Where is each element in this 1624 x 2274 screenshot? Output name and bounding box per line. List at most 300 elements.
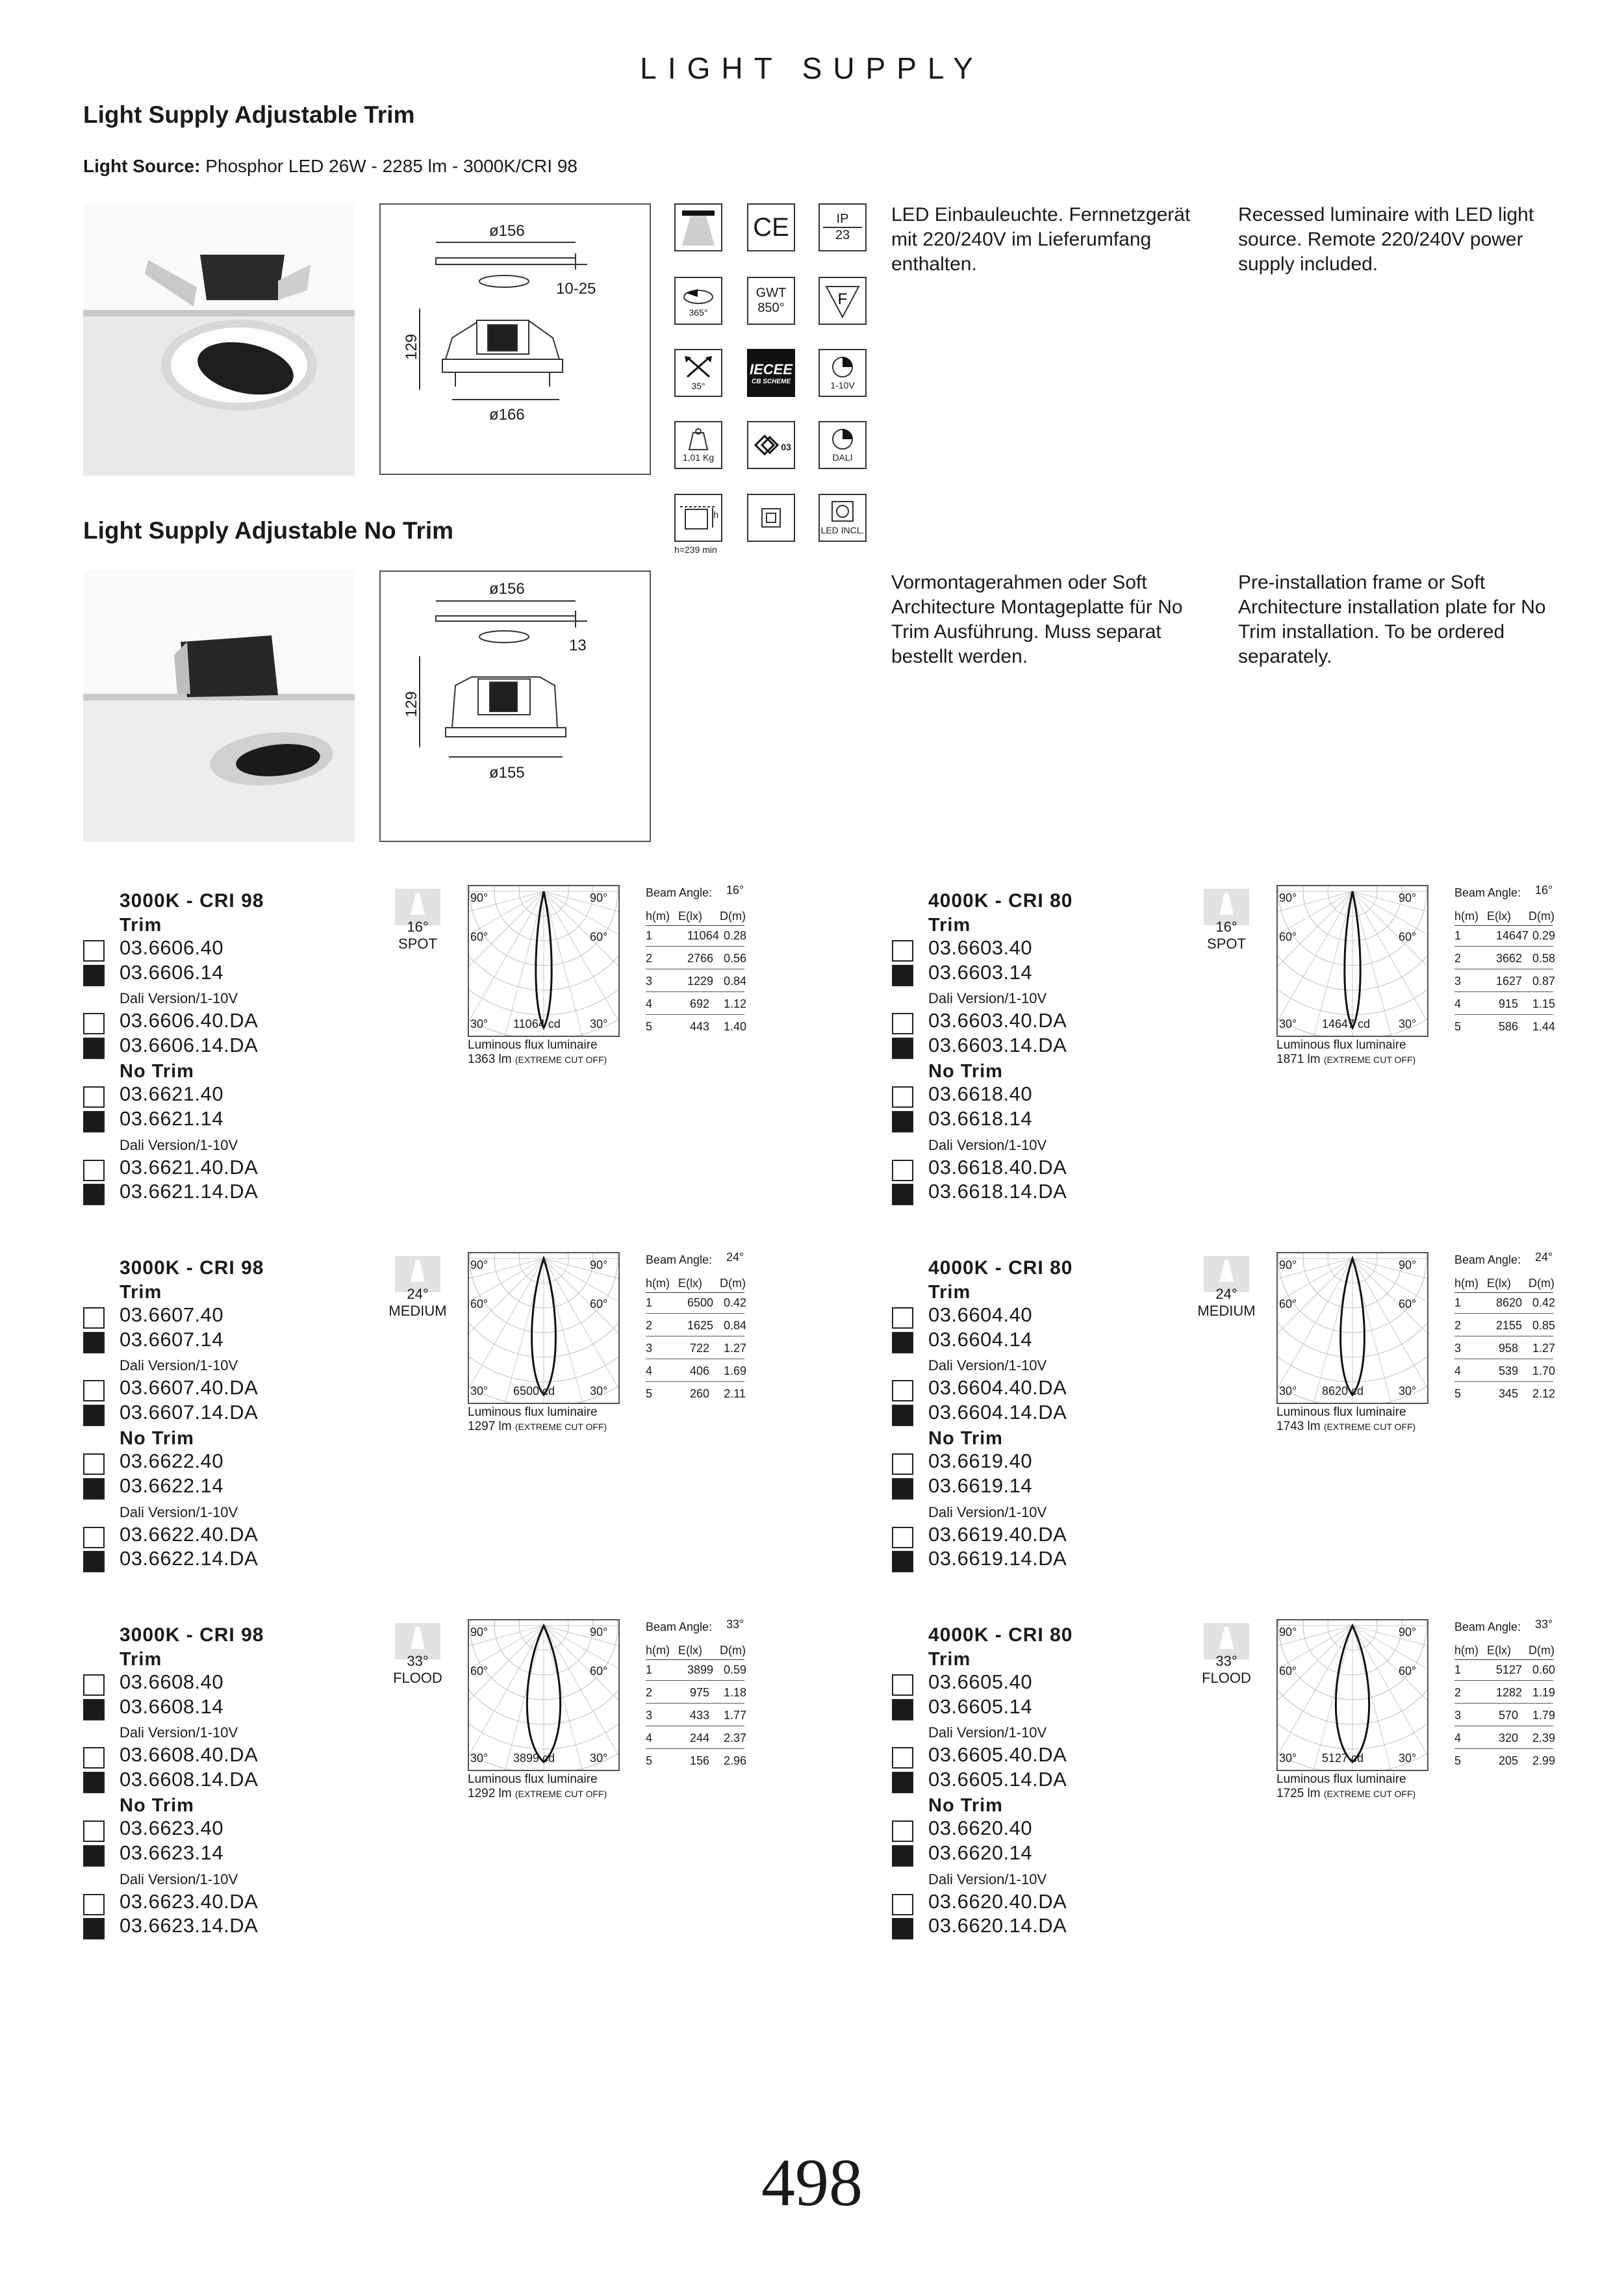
dali-version-label: Dali Version/1-10V [120,1504,238,1520]
polar-diagram [1276,1252,1428,1404]
table-cell: 433 [689,1709,709,1722]
table-cell: 5127 [1496,1663,1523,1676]
polar-angle-label: 90° [470,1258,488,1271]
table-rule [1454,1292,1553,1293]
flux-value-row [468,1787,607,1801]
rotation-value: 365° [689,307,708,318]
polar-grid-spoke [490,1258,544,1403]
polar-angle-label: 30° [1279,1752,1297,1765]
dali-icon [818,421,867,469]
rotation-icon [674,277,722,325]
polar-angle-label: 60° [1279,1297,1297,1310]
white-finish-swatch [83,1674,105,1696]
polar-angle-label: 30° [470,1017,488,1030]
notrim-product-photo [83,570,355,842]
trim-top-diameter: ø156 [489,222,525,240]
table-cell: 3 [1454,1342,1462,1355]
beam-type-label: FLOOD [1202,1670,1251,1686]
table-cell: 2.39 [1532,1731,1556,1744]
table-cell: 1 [1454,929,1462,942]
polar-angle-label: 90° [470,1626,488,1639]
dali-version-label: Dali Version/1-10V [120,990,238,1006]
table-cell: 0.84 [724,975,747,988]
downlight-icon [674,203,722,251]
white-finish-swatch [892,1453,913,1475]
black-finish-swatch [83,1918,105,1939]
table-rule [646,1381,744,1382]
product-code: 03.6605.14.DA [928,1768,1067,1791]
notrim-label: No Trim [928,1061,1003,1082]
black-finish-swatch [892,1478,913,1500]
table-cell: 3 [1454,975,1462,988]
table-cell: 1 [646,1663,653,1676]
polar-diagram [468,1619,620,1771]
product-code: 03.6607.14.DA [120,1401,259,1424]
weight-value: 1,01 Kg [682,452,715,463]
flux-value-row [468,1420,607,1434]
beam-type-label: MEDIUM [1197,1303,1256,1319]
dali-version-label: Dali Version/1-10V [120,1724,238,1741]
polar-diagram-svg [1278,1253,1427,1403]
table-cell: 1.44 [1532,1020,1556,1033]
table-header: D(m) [1529,1277,1554,1290]
table-header: E(lx) [1487,1644,1511,1657]
product-code: 03.6607.40.DA [120,1376,259,1399]
page-title: LIGHT SUPPLY [640,51,984,85]
cutoff-label: (EXTREME CUT OFF) [514,1054,607,1065]
black-finish-swatch [892,1699,913,1720]
glow-wire-icon [747,277,795,325]
product-code: 03.6603.14.DA [928,1034,1067,1056]
table-cell: 0.56 [724,952,747,965]
dali-version-label: Dali Version/1-10V [928,1137,1047,1153]
polar-angle-label: 90° [1399,1258,1417,1271]
white-finish-swatch [892,1380,913,1401]
peak-intensity-label: 14647 cd [1322,1017,1371,1030]
table-cell: 0.60 [1532,1663,1556,1676]
table-rule [1454,925,1553,926]
table-cell: 2.96 [724,1754,747,1767]
notrim-description-de: Vormontagerahmen oder Soft Architecture Montageplatte für No Trim Ausführung. Muss separat bestellt werden. [891,572,1183,667]
polar-angle-label: 60° [470,930,488,943]
table-cell: 539 [1498,1364,1518,1377]
table-cell: 0.28 [724,929,747,942]
product-code: 03.6607.14 [120,1328,224,1351]
table-cell: 406 [689,1364,709,1377]
white-finish-swatch [83,1380,105,1401]
polar-angle-label: 30° [590,1017,608,1030]
table-cell: 0.59 [724,1663,747,1676]
table-cell: 3 [646,1342,653,1355]
polar-angle-label: 30° [1399,1385,1417,1398]
table-rule [646,1292,744,1293]
black-finish-swatch [83,1332,105,1353]
notrim-label: No Trim [928,1795,1003,1816]
product-code: 03.6608.40.DA [120,1743,259,1766]
flux-value: 1297 lm [468,1420,512,1433]
table-header: D(m) [1529,1644,1554,1657]
polar-diagram [1276,1619,1428,1771]
table-cell: 0.29 [1532,929,1556,942]
cutoff-label: (EXTREME CUT OFF) [514,1422,607,1432]
table-cell: 1.15 [1532,997,1556,1010]
product-code: 03.6621.40.DA [120,1156,259,1179]
product-code: 03.6618.14.DA [928,1180,1067,1203]
table-cell: 345 [1498,1387,1518,1400]
table-cell: 5 [646,1754,653,1767]
product-code: 03.6618.40 [928,1082,1033,1105]
table-rule [646,925,744,926]
table-rule [1454,991,1553,992]
table-cell: 3 [1454,1709,1462,1722]
product-code: 03.6605.14 [928,1695,1033,1718]
table-cell: 4 [646,1364,653,1377]
peak-intensity-label: 11064 cd [513,1017,561,1030]
table-cell: 1 [646,929,653,942]
table-cell: 3899 [687,1663,714,1676]
polar-angle-label: 90° [1399,891,1417,904]
trim-depth: 10-25 [556,280,596,298]
table-cell: 722 [689,1342,709,1355]
polar-angle-label: 90° [1279,1258,1297,1271]
beam-type-label: MEDIUM [388,1303,447,1319]
trim-label: Trim [928,1282,971,1303]
table-cell: 260 [689,1387,709,1400]
notrim-height: 129 [403,691,421,718]
table-cell: 1 [1454,1296,1462,1309]
table-cell: 5 [1454,1020,1462,1033]
beam-angle-value: 24° [407,1286,429,1302]
notrim-technical-drawing [379,570,651,842]
black-finish-swatch [892,1845,913,1867]
ip-rating-icon [818,203,867,251]
polar-angle-label: 60° [1399,1665,1417,1678]
polar-angle-label: 90° [590,891,608,904]
table-cell: 3 [646,975,653,988]
dali-version-label: Dali Version/1-10V [120,1137,238,1153]
product-code: 03.6622.40 [120,1450,224,1472]
flux-value-row [1276,1053,1415,1067]
peak-intensity-label: 5127 cd [1322,1752,1364,1765]
product-code: 03.6618.14 [928,1107,1033,1130]
polar-angle-label: 30° [1279,1385,1297,1398]
product-code: 03.6622.14.DA [120,1547,259,1570]
table-cell: 443 [689,1020,709,1033]
table-cell: 11064 [687,929,719,942]
beam-angle-value: 24° [1215,1286,1237,1302]
flux-label: Luminous flux luminaire [468,1772,598,1786]
group-header: 3000K - CRI 98 [120,1257,264,1279]
dali-version-label: Dali Version/1-10V [928,990,1047,1006]
product-code: 03.6622.40.DA [120,1523,259,1546]
ip-value: 23 [835,228,850,242]
gwt-line1: GWT [755,286,787,300]
white-finish-swatch [892,1894,913,1915]
beam-angle-table-value: 33° [726,1618,744,1631]
table-cell: 0.42 [1532,1296,1556,1309]
class-number: 03 [781,442,791,452]
product-code: 03.6620.40 [928,1817,1033,1839]
cutoff-label: (EXTREME CUT OFF) [1323,1422,1416,1432]
table-cell: 1.19 [1532,1686,1556,1699]
polar-angle-label: 60° [470,1297,488,1310]
table-rule [646,946,744,947]
white-finish-swatch [892,1820,913,1842]
white-finish-swatch [83,1820,105,1842]
product-code: 03.6606.40.DA [120,1009,259,1032]
table-cell: 4 [646,997,653,1010]
trim-label: Trim [928,1649,971,1670]
product-code: 03.6605.40.DA [928,1743,1067,1766]
polar-angle-label: 30° [590,1385,608,1398]
black-finish-swatch [892,965,913,986]
ip-label: IP [836,212,849,226]
table-cell: 915 [1498,997,1518,1010]
polar-diagram-svg [1278,886,1427,1036]
notrim-depth: 13 [569,637,587,654]
product-code: 03.6619.14 [928,1474,1033,1497]
table-cell: 8620 [1496,1296,1523,1309]
beam-type-label: SPOT [1207,936,1246,952]
beam-angle-label: Beam Angle: [1454,1620,1521,1633]
dimming-icon [818,349,867,397]
product-code: 03.6620.40.DA [928,1890,1067,1913]
peak-intensity-label: 6500 cd [513,1385,555,1398]
black-finish-swatch [83,1845,105,1867]
trim-label: Trim [120,915,162,936]
beam-angle-table-value: 16° [1535,884,1553,897]
table-rule [1454,1313,1553,1314]
beam-angle-table-value: 24° [1535,1251,1553,1264]
table-cell: 2.99 [1532,1754,1556,1767]
beam-angle-value: 16° [407,919,429,935]
polar-angle-label: 60° [590,1297,608,1310]
h-label: h [713,509,718,520]
min-height: h=239 min [674,544,717,555]
product-code: 03.6606.14.DA [120,1034,259,1056]
polar-angle-label: 60° [1399,1297,1417,1310]
table-cell: 3662 [1496,952,1523,965]
table-header: E(lx) [678,1644,702,1657]
weight-icon [674,421,722,469]
polar-grid-spoke [544,1258,598,1403]
table-cell: 1625 [687,1319,714,1332]
table-cell: 6500 [687,1296,714,1309]
black-finish-swatch [892,1332,913,1353]
beam-angle-label: Beam Angle: [646,886,713,899]
product-code: 03.6621.14.DA [120,1180,259,1203]
white-finish-swatch [83,1747,105,1769]
dali-version-label: Dali Version/1-10V [928,1357,1047,1373]
product-code: 03.6621.40 [120,1082,224,1105]
table-cell: 2 [1454,952,1462,965]
white-finish-swatch [892,1527,913,1548]
black-finish-swatch [892,1551,913,1572]
table-cell: 2 [646,952,653,965]
beam-angle-table-value: 16° [726,884,744,897]
beam-type-label: FLOOD [393,1670,442,1686]
table-header: E(lx) [678,910,702,923]
table-cell: 14647 [1496,929,1529,942]
tilt-value: 35° [691,381,705,391]
product-code: 03.6608.14 [120,1695,224,1718]
white-finish-swatch [83,1527,105,1548]
table-rule [646,1014,744,1015]
polar-angle-label: 30° [1399,1017,1417,1030]
table-cell: 4 [1454,1364,1462,1377]
table-cell: 156 [689,1754,709,1767]
notrim-heading: Light Supply Adjustable No Trim [83,517,454,544]
polar-angle-label: 30° [1399,1752,1417,1765]
black-finish-swatch [892,1405,913,1426]
notrim-bottom-diameter: ø155 [489,764,525,782]
product-code: 03.6619.14.DA [928,1547,1067,1570]
table-cell: 1.77 [724,1709,747,1722]
polar-grid-spoke [1352,1258,1406,1403]
group-header: 4000K - CRI 80 [928,890,1073,912]
cutoff-label: (EXTREME CUT OFF) [514,1789,607,1799]
table-header: E(lx) [1487,910,1511,923]
polar-angle-label: 90° [590,1626,608,1639]
iecee-line2: CB SCHEME [751,377,791,385]
white-finish-swatch [83,1307,105,1329]
white-finish-swatch [83,1160,105,1181]
polar-angle-label: 90° [590,1258,608,1271]
dimming-value: 1-10V [830,380,855,390]
flux-label: Luminous flux luminaire [1276,1038,1406,1052]
polar-angle-label: 30° [470,1385,488,1398]
table-cell: 586 [1498,1020,1518,1033]
table-rule [1454,1014,1553,1015]
dali-version-label: Dali Version/1-10V [928,1724,1047,1741]
table-header: D(m) [1529,910,1554,923]
table-cell: 5 [646,1020,653,1033]
polar-angle-label: 30° [470,1752,488,1765]
black-finish-swatch [83,1405,105,1426]
table-cell: 2.12 [1532,1387,1556,1400]
product-code: 03.6603.40 [928,936,1033,959]
flux-label: Luminous flux luminaire [468,1038,598,1052]
polar-angle-label: 60° [1399,930,1417,943]
dali-version-label: Dali Version/1-10V [928,1504,1047,1520]
product-code: 03.6623.14 [120,1841,224,1864]
flux-label: Luminous flux luminaire [1276,1405,1406,1419]
gwt-line2: 850° [757,301,785,315]
product-code: 03.6604.14.DA [928,1401,1067,1424]
light-source [83,156,577,177]
group-header: 3000K - CRI 98 [120,1624,264,1646]
table-rule [1454,1659,1553,1660]
table-cell: 2 [646,1319,653,1332]
black-finish-swatch [83,965,105,986]
table-cell: 975 [689,1686,709,1699]
product-code: 03.6604.14 [928,1328,1033,1351]
trim-height: 129 [403,333,421,361]
beam-angle-label: Beam Angle: [646,1253,713,1266]
white-finish-swatch [892,1160,913,1181]
table-cell: 244 [689,1731,709,1744]
table-rule [646,1313,744,1314]
table-cell: 2 [1454,1686,1462,1699]
polar-angle-label: 60° [590,930,608,943]
dali-version-label: Dali Version/1-10V [120,1357,238,1373]
square-icon [747,494,795,542]
iecee-icon [747,349,795,397]
light-source-value: Phosphor LED 26W - 2285 lm - 3000K/CRI 98 [205,156,577,176]
black-finish-swatch [892,1918,913,1939]
table-cell: 1.40 [724,1020,747,1033]
table-cell: 2 [1454,1319,1462,1332]
notrim-label: No Trim [120,1795,194,1816]
notrim-label: No Trim [928,1428,1003,1449]
trim-description-en: Recessed luminaire with LED light source. Remote 220/240V power supply included. [1238,204,1534,275]
product-code: 03.6619.40 [928,1450,1033,1472]
black-finish-swatch [83,1111,105,1132]
table-cell: 2 [646,1686,653,1699]
trim-technical-drawing [379,203,651,475]
table-header: D(m) [720,910,746,923]
table-cell: 1 [646,1296,653,1309]
trim-label: Trim [120,1282,162,1303]
product-code: 03.6623.40.DA [120,1890,259,1913]
notrim-top-diameter: ø156 [489,580,525,598]
white-finish-swatch [892,1086,913,1108]
table-cell: 1229 [687,975,714,988]
table-cell: 5 [646,1387,653,1400]
black-finish-swatch [83,1184,105,1205]
flux-label: Luminous flux luminaire [1276,1772,1406,1786]
white-finish-swatch [83,1013,105,1034]
white-finish-swatch [892,1307,913,1329]
beam-angle-value: 33° [1215,1653,1237,1669]
table-cell: 0.42 [724,1296,747,1309]
table-cell: 1282 [1496,1686,1523,1699]
table-cell: 1 [1454,1663,1462,1676]
table-cell: 1.27 [724,1342,747,1355]
product-code: 03.6607.40 [120,1303,224,1326]
table-rule [646,1659,744,1660]
table-cell: 570 [1498,1709,1518,1722]
product-code: 03.6618.40.DA [928,1156,1067,1179]
class-icon [747,421,795,469]
black-finish-swatch [892,1111,913,1132]
page-number: 498 [761,2145,863,2220]
polar-diagram [1276,885,1428,1037]
table-cell: 1.79 [1532,1709,1556,1722]
table-rule [646,1680,744,1681]
table-header: D(m) [720,1644,746,1657]
product-code: 03.6620.14.DA [928,1914,1067,1937]
black-finish-swatch [83,1699,105,1720]
dali-version-label: Dali Version/1-10V [120,1871,238,1887]
polar-angle-label: 60° [1279,930,1297,943]
dali-value: DALI [832,452,853,463]
table-cell: 2.37 [724,1731,747,1744]
black-finish-swatch [83,1772,105,1793]
group-header: 4000K - CRI 80 [928,1624,1073,1646]
table-cell: 0.87 [1532,975,1556,988]
f-mark-icon [818,277,867,325]
table-rule [646,1748,744,1749]
table-cell: 1.69 [724,1364,747,1377]
beam-angle-label: Beam Angle: [1454,886,1521,899]
flux-value: 1363 lm [468,1053,512,1066]
flux-label: Luminous flux luminaire [468,1405,598,1419]
tilt-icon [674,349,722,397]
trim-product-photo [83,203,355,476]
polar-grid-spoke [1299,1258,1352,1403]
led-included-label: LED INCL. [820,525,865,535]
